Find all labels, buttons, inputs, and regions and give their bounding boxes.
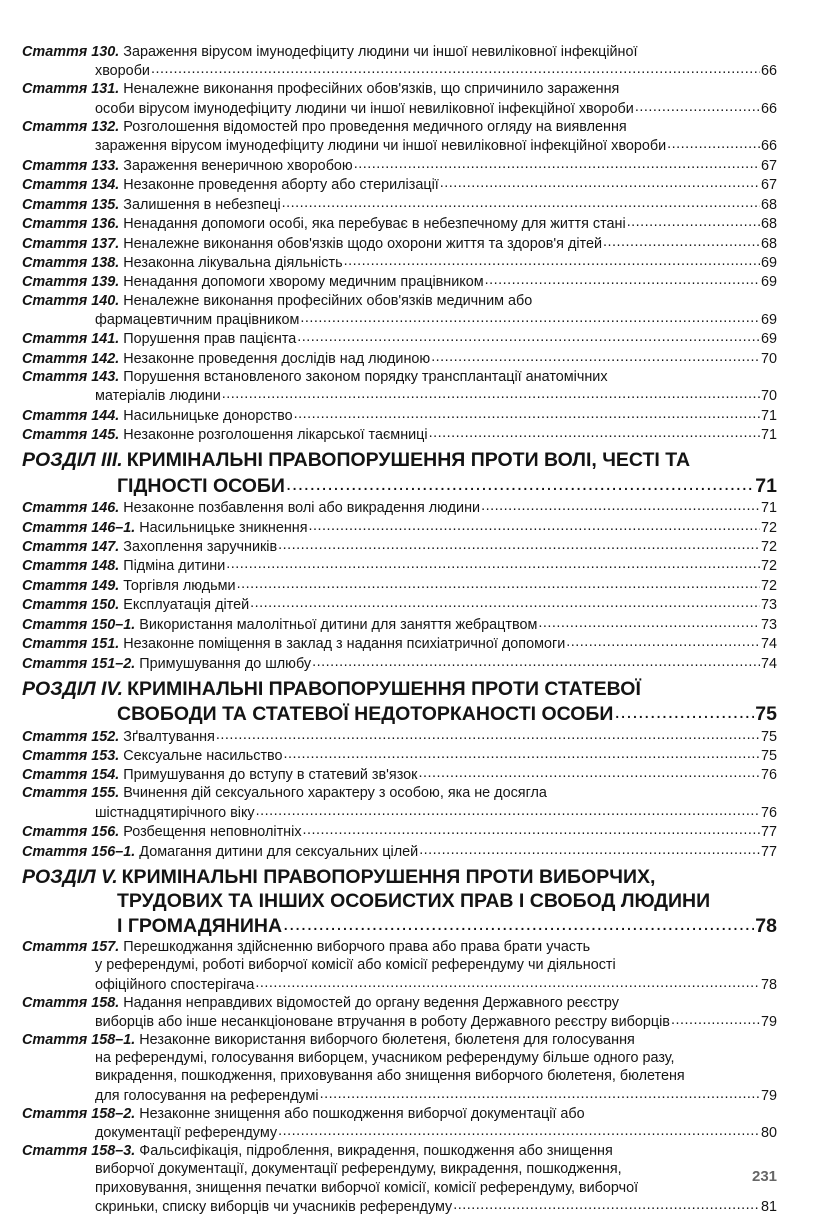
- toc-entry: [22, 194, 777, 213]
- entry-title: Незаконне розголошення лікарської таємниці: [123, 427, 428, 444]
- dot-leader: [297, 329, 760, 343]
- page-ref: 77: [760, 824, 777, 841]
- dot-leader: [440, 175, 760, 189]
- entry-title: Незаконне позбавлення волі або викрадення людини: [123, 500, 481, 517]
- entry-title: Насильницьке донорство: [123, 407, 293, 424]
- page-number: 231: [752, 1168, 778, 1185]
- entry-title: Примушування до шлюбу: [139, 655, 312, 672]
- entry-title: Залишення в небезпеці: [123, 196, 281, 213]
- article-label: Стаття 144.: [22, 407, 120, 424]
- entry-line: [22, 865, 777, 889]
- page-ref: 76: [760, 767, 777, 784]
- toc-entry: [22, 348, 777, 367]
- page-ref: 76: [760, 804, 777, 821]
- page-ref: 72: [760, 558, 777, 575]
- page-ref: 67: [760, 157, 777, 174]
- entry-line: [22, 634, 777, 653]
- article-label: Стаття 154.: [22, 767, 120, 784]
- entry-line: [22, 595, 777, 614]
- entry-line: [22, 448, 777, 472]
- page-ref: 67: [760, 177, 777, 194]
- dot-leader: [614, 701, 754, 721]
- page-ref: 69: [760, 311, 777, 328]
- entry-title: Перешкоджання здійсненню виборчого права або права брати участь: [123, 939, 591, 956]
- page-ref: 71: [755, 474, 777, 497]
- entry-title: Зараження венеричною хворобою: [123, 157, 353, 174]
- page-ref: 73: [760, 616, 777, 633]
- dot-leader: [481, 498, 760, 512]
- page-ref: 81: [760, 1198, 777, 1215]
- entry-line: [22, 1160, 777, 1178]
- entry-title: Незаконне використання виборчого бюлетеня, бюлетеня для голосування: [139, 1032, 635, 1049]
- toc-entry: [22, 118, 777, 155]
- article-label: Стаття 135.: [22, 196, 120, 213]
- entry-title: Фальсифікація, підроблення, викрадення, пошкодження або знищення: [139, 1143, 613, 1160]
- toc-entry: [22, 498, 777, 517]
- dot-leader: [538, 614, 760, 628]
- toc-entry: [22, 175, 777, 194]
- article-label: Стаття 143.: [22, 368, 120, 385]
- entry-line: [22, 537, 777, 556]
- article-label: Стаття 145.: [22, 427, 120, 444]
- dot-leader: [250, 595, 760, 609]
- article-label: Стаття 158–2.: [22, 1105, 136, 1122]
- article-label: Стаття 152.: [22, 728, 120, 745]
- entry-title: виборців або інше несанкціоноване втручання в роботу Державного реєстру виборців: [95, 1014, 670, 1031]
- toc-entry: [22, 233, 777, 252]
- dot-leader: [309, 517, 760, 531]
- entry-title: скриньки, списку виборців чи учасників референдуму: [95, 1198, 453, 1215]
- article-label: Стаття 156.: [22, 824, 120, 841]
- article-label: Стаття 148.: [22, 558, 120, 575]
- entry-title: у референдумі, роботі виборчої комісії або комісії референдуму чи діяльності: [95, 957, 616, 974]
- page-ref: 71: [760, 500, 777, 517]
- page-ref: 77: [760, 843, 777, 860]
- entry-line: [22, 784, 777, 802]
- article-label: Стаття 140.: [22, 292, 120, 309]
- entry-line: [22, 136, 777, 155]
- entry-title: Експлуатація дітей: [123, 597, 250, 614]
- article-label: Стаття 133.: [22, 157, 120, 174]
- toc-entry: [22, 614, 777, 633]
- toc-entry: [22, 822, 777, 841]
- toc-entry: [22, 292, 777, 329]
- dot-leader: [671, 1012, 760, 1026]
- entry-line: [22, 1197, 777, 1216]
- entry-title: Зараження вірусом імунодефіциту людини чи іншої невиліковної інфекційної: [123, 44, 638, 60]
- entry-line: [22, 386, 777, 405]
- entry-line: [22, 1067, 777, 1085]
- dot-leader: [354, 155, 760, 169]
- dot-leader: [300, 310, 760, 324]
- dot-leader: [429, 425, 760, 439]
- article-label: Стаття 150–1.: [22, 616, 136, 633]
- entry-line: [22, 233, 777, 252]
- entry-title: матеріалів людини: [95, 388, 221, 405]
- article-label: Стаття 155.: [22, 785, 120, 802]
- entry-line: [22, 841, 777, 860]
- article-label: Стаття 137.: [22, 235, 120, 252]
- page-ref: 73: [760, 597, 777, 614]
- dot-leader: [226, 556, 760, 570]
- section-label: РОЗДІЛ III.: [22, 449, 123, 472]
- toc-entry: [22, 405, 777, 424]
- entry-line: [22, 1105, 777, 1123]
- entry-line: [22, 292, 777, 310]
- entry-line: [22, 575, 777, 594]
- toc-entry: [22, 726, 777, 745]
- entry-line: [22, 726, 777, 745]
- entry-line: [22, 822, 777, 841]
- entry-title: Неналежне виконання обов'язків щодо охорони життя та здоров'я дітей: [123, 235, 603, 252]
- entry-line: [22, 368, 777, 386]
- dot-leader: [344, 253, 760, 267]
- entry-line: [22, 517, 777, 536]
- entry-line: [22, 701, 777, 727]
- dot-leader: [418, 765, 760, 779]
- entry-line: [22, 614, 777, 633]
- toc-entry: [22, 329, 777, 348]
- toc-entry: [22, 841, 777, 860]
- section-label: РОЗДІЛ IV.: [22, 677, 124, 700]
- table-of-contents: [22, 43, 777, 1216]
- toc-entry: [22, 595, 777, 614]
- article-label: Стаття 132.: [22, 118, 120, 135]
- dot-leader: [222, 386, 760, 400]
- entry-line: [22, 653, 777, 672]
- entry-line: [22, 272, 777, 291]
- toc-entry: [22, 575, 777, 594]
- entry-line: [22, 329, 777, 348]
- toc-entry: [22, 214, 777, 233]
- article-label: Стаття 142.: [22, 350, 120, 367]
- entry-line: [22, 214, 777, 233]
- entry-line: [22, 889, 777, 913]
- article-label: Стаття 136.: [22, 216, 120, 233]
- page-ref: 68: [760, 235, 777, 252]
- page-ref: 66: [760, 138, 777, 155]
- toc-entry: [22, 556, 777, 575]
- article-label: Стаття 149.: [22, 577, 120, 594]
- entry-title: Ненадання допомоги хворому медичним працівником: [123, 274, 484, 291]
- entry-line: [22, 99, 777, 118]
- entry-title: на референдумі, голосування виборцем, учасником референдуму більше одного разу,: [95, 1050, 675, 1067]
- page-ref: 69: [760, 255, 777, 272]
- article-label: Стаття 156–1.: [22, 843, 136, 860]
- toc-entry: [22, 994, 777, 1031]
- page-ref: 80: [760, 1125, 777, 1142]
- article-label: Стаття 141.: [22, 331, 120, 348]
- entry-line: [22, 118, 777, 136]
- entry-title: зараження вірусом імунодефіциту людини чи іншої невиліковної інфекційної хвороби: [95, 138, 667, 155]
- dot-leader: [419, 841, 760, 855]
- entry-line: [22, 43, 777, 61]
- entry-title: шістнадцятирічного віку: [95, 804, 255, 821]
- dot-leader: [278, 1123, 760, 1137]
- entry-line: [22, 1179, 777, 1197]
- entry-line: [22, 1049, 777, 1067]
- toc-entry: [22, 537, 777, 556]
- entry-title: викрадення, пошкодження, приховування або знищення виборчого бюлетеня, бюлетеня: [95, 1068, 685, 1085]
- entry-line: [22, 1031, 777, 1049]
- page-ref: 74: [760, 636, 777, 653]
- entry-title: КРИМІНАЛЬНІ ПРАВОПОРУШЕННЯ ПРОТИ СТАТЕВОЇ: [127, 677, 641, 700]
- entry-title: ТРУДОВИХ ТА ІНШИХ ОСОБИСТИХ ПРАВ І СВОБОД ЛЮДИНИ: [117, 889, 711, 912]
- article-label: Стаття 147.: [22, 539, 120, 555]
- toc-entry: [22, 746, 777, 765]
- entry-line: [22, 1012, 777, 1031]
- page-ref: 72: [760, 519, 777, 536]
- dot-leader: [278, 537, 760, 551]
- article-label: Стаття 130.: [22, 44, 120, 60]
- entry-title: Вчинення дій сексуального характеру з особою, яка не досягла: [123, 785, 547, 802]
- page-ref: 70: [760, 388, 777, 405]
- entry-title: І ГРОМАДЯНИНА: [117, 915, 283, 938]
- entry-title: приховування, знищення печатки виборчої комісії, комісії референдуму, виборчої: [95, 1179, 639, 1196]
- entry-line: [22, 803, 777, 822]
- dot-leader: [667, 136, 760, 150]
- dot-leader: [237, 575, 760, 589]
- entry-line: [22, 1086, 777, 1105]
- entry-line: [22, 310, 777, 329]
- toc-entry: [22, 272, 777, 291]
- entry-title: Сексуальне насильство: [123, 748, 283, 764]
- dot-leader: [312, 653, 760, 667]
- entry-title: Надання неправдивих відомостей до органу ведення Державного реєстру: [123, 994, 619, 1011]
- page-ref: 71: [760, 427, 777, 444]
- entry-line: [22, 498, 777, 517]
- entry-title: СВОБОДИ ТА СТАТЕВОЇ НЕДОТОРКАНОСТІ ОСОБИ: [117, 703, 614, 726]
- entry-title: Використання малолітньої дитини для заняття жебрацтвом: [139, 616, 538, 633]
- dot-leader: [283, 913, 754, 933]
- article-label: Стаття 158–1.: [22, 1032, 136, 1049]
- toc-entry: [22, 517, 777, 536]
- dot-leader: [151, 61, 760, 75]
- article-label: Стаття 150.: [22, 597, 120, 614]
- entry-line: [22, 994, 777, 1012]
- entry-title: Незаконне проведення дослідів над людиною: [123, 350, 431, 367]
- dot-leader: [635, 99, 760, 113]
- article-label: Стаття 157.: [22, 939, 120, 956]
- entry-title: фармацевтичним працівником: [95, 311, 300, 328]
- entry-title: ГІДНОСТІ ОСОБИ: [117, 474, 285, 497]
- entry-title: Незаконне знищення або пошкодження виборчої документації або: [139, 1105, 585, 1122]
- page-ref: 71: [760, 407, 777, 424]
- page-ref: 79: [760, 1014, 777, 1031]
- entry-title: Незаконне поміщення в заклад з надання психіатричної допомоги: [123, 636, 566, 653]
- article-label: Стаття 158.: [22, 994, 120, 1011]
- dot-leader: [566, 634, 760, 648]
- entry-title: КРИМІНАЛЬНІ ПРАВОПОРУШЕННЯ ПРОТИ ВИБОРЧИХ,: [121, 865, 656, 888]
- section-heading: [22, 865, 777, 939]
- entry-title: Неналежне виконання професійних обов'язків, що спричинило зараження: [123, 81, 620, 98]
- entry-title: Насильницьке зникнення: [139, 519, 308, 536]
- toc-entry: [22, 1105, 777, 1142]
- page-ref: 78: [755, 915, 777, 938]
- entry-title: Захоплення заручників: [123, 539, 278, 555]
- toc-entry: [22, 938, 777, 994]
- article-label: Стаття 151–2.: [22, 655, 136, 672]
- entry-title: виборчої документації, документації референдуму, викрадення, пошкодження,: [95, 1161, 622, 1178]
- entry-title: для голосування на референдумі: [95, 1087, 319, 1104]
- page-ref: 69: [760, 331, 777, 348]
- toc-entry: [22, 425, 777, 444]
- entry-title: хвороби: [95, 63, 150, 80]
- page-ref: 75: [760, 728, 777, 745]
- page-ref: 79: [760, 1087, 777, 1104]
- toc-entry: [22, 155, 777, 174]
- article-label: Стаття 153.: [22, 748, 120, 764]
- entry-title: особи вірусом імунодефіциту людини чи іншої невиліковної інфекційної хвороби: [95, 100, 634, 117]
- dot-leader: [431, 348, 760, 362]
- entry-line: [22, 80, 777, 98]
- dot-leader: [216, 726, 760, 740]
- entry-title: Розбещення неповнолітніх: [123, 824, 302, 841]
- page-ref: 68: [760, 216, 777, 233]
- article-label: Стаття 134.: [22, 177, 120, 194]
- article-label: Стаття 138.: [22, 255, 120, 272]
- page-ref: 69: [760, 274, 777, 291]
- article-label: Стаття 151.: [22, 636, 120, 653]
- article-label: Стаття 146.: [22, 500, 120, 517]
- section-heading: [22, 677, 777, 727]
- entry-line: [22, 175, 777, 194]
- page-ref: 74: [760, 655, 777, 672]
- toc-entry: [22, 253, 777, 272]
- toc-entry: [22, 368, 777, 405]
- entry-title: Підміна дитини: [123, 558, 226, 575]
- entry-title: Примушування до вступу в статевий зв'язок: [123, 767, 418, 784]
- page-ref: 75: [755, 703, 777, 726]
- entry-line: [22, 405, 777, 424]
- article-label: Стаття 139.: [22, 274, 120, 291]
- page-ref: 70: [760, 350, 777, 367]
- entry-title: Незаконна лікувальна діяльність: [123, 255, 343, 272]
- entry-line: [22, 472, 777, 498]
- entry-line: [22, 746, 777, 765]
- entry-line: [22, 425, 777, 444]
- dot-leader: [485, 272, 760, 286]
- entry-line: [22, 348, 777, 367]
- entry-title: офіційного спостерігача: [95, 976, 255, 993]
- entry-title: Домагання дитини для сексуальних цілей: [139, 843, 419, 860]
- entry-line: [22, 155, 777, 174]
- entry-title: Порушення встановленого законом порядку трансплантації анатомічних: [123, 368, 608, 385]
- toc-entry: [22, 653, 777, 672]
- entry-line: [22, 974, 777, 993]
- entry-line: [22, 556, 777, 575]
- entry-title: Розголошення відомостей про проведення медичного огляду на виявлення: [123, 118, 627, 135]
- section-label: РОЗДІЛ V.: [22, 865, 118, 888]
- article-label: Стаття 158–3.: [22, 1143, 136, 1160]
- dot-leader: [282, 194, 760, 208]
- toc-entry: [22, 80, 777, 117]
- article-label: Стаття 146–1.: [22, 519, 136, 536]
- article-label: Стаття 131.: [22, 81, 120, 98]
- entry-line: [22, 194, 777, 213]
- entry-line: [22, 1123, 777, 1142]
- entry-title: Торгівля людьми: [123, 577, 236, 594]
- entry-line: [22, 765, 777, 784]
- page-ref: 66: [760, 100, 777, 117]
- page-ref: 75: [760, 748, 777, 764]
- dot-leader: [294, 405, 760, 419]
- dot-leader: [256, 803, 760, 817]
- dot-leader: [286, 472, 754, 492]
- page-ref: 72: [760, 539, 777, 555]
- entry-title: Неналежне виконання професійних обов'язків медичним або: [123, 292, 533, 309]
- page-ref: 72: [760, 577, 777, 594]
- page-ref: 68: [760, 196, 777, 213]
- entry-title: Зґвалтування: [123, 728, 215, 745]
- entry-title: документації референдуму: [95, 1125, 278, 1142]
- toc-entry: [22, 1031, 777, 1105]
- entry-line: [22, 253, 777, 272]
- toc-entry: [22, 634, 777, 653]
- entry-line: [22, 938, 777, 956]
- toc-entry: [22, 765, 777, 784]
- entry-line: [22, 1142, 777, 1160]
- entry-line: [22, 61, 777, 80]
- toc-entry: [22, 43, 777, 80]
- toc-entry: [22, 1142, 777, 1216]
- page-ref: 66: [760, 63, 777, 80]
- entry-title: Порушення прав пацієнта: [123, 331, 297, 348]
- dot-leader: [627, 214, 760, 228]
- dot-leader: [255, 974, 760, 988]
- entry-title: Ненадання допомоги особі, яка перебуває в небезпечному для життя стані: [123, 216, 626, 233]
- toc-entry: [22, 784, 777, 821]
- entry-line: [22, 677, 777, 701]
- section-heading: [22, 448, 777, 498]
- dot-leader: [284, 746, 760, 760]
- dot-leader: [303, 822, 760, 836]
- entry-title: Незаконне проведення аборту або стерилізації: [123, 177, 439, 194]
- entry-line: [22, 913, 777, 939]
- entry-line: [22, 956, 777, 974]
- dot-leader: [453, 1197, 760, 1211]
- dot-leader: [603, 233, 760, 247]
- entry-title: КРИМІНАЛЬНІ ПРАВОПОРУШЕННЯ ПРОТИ ВОЛІ, ЧЕСТІ ТА: [126, 449, 691, 472]
- dot-leader: [320, 1086, 760, 1100]
- page-ref: 78: [760, 976, 777, 993]
